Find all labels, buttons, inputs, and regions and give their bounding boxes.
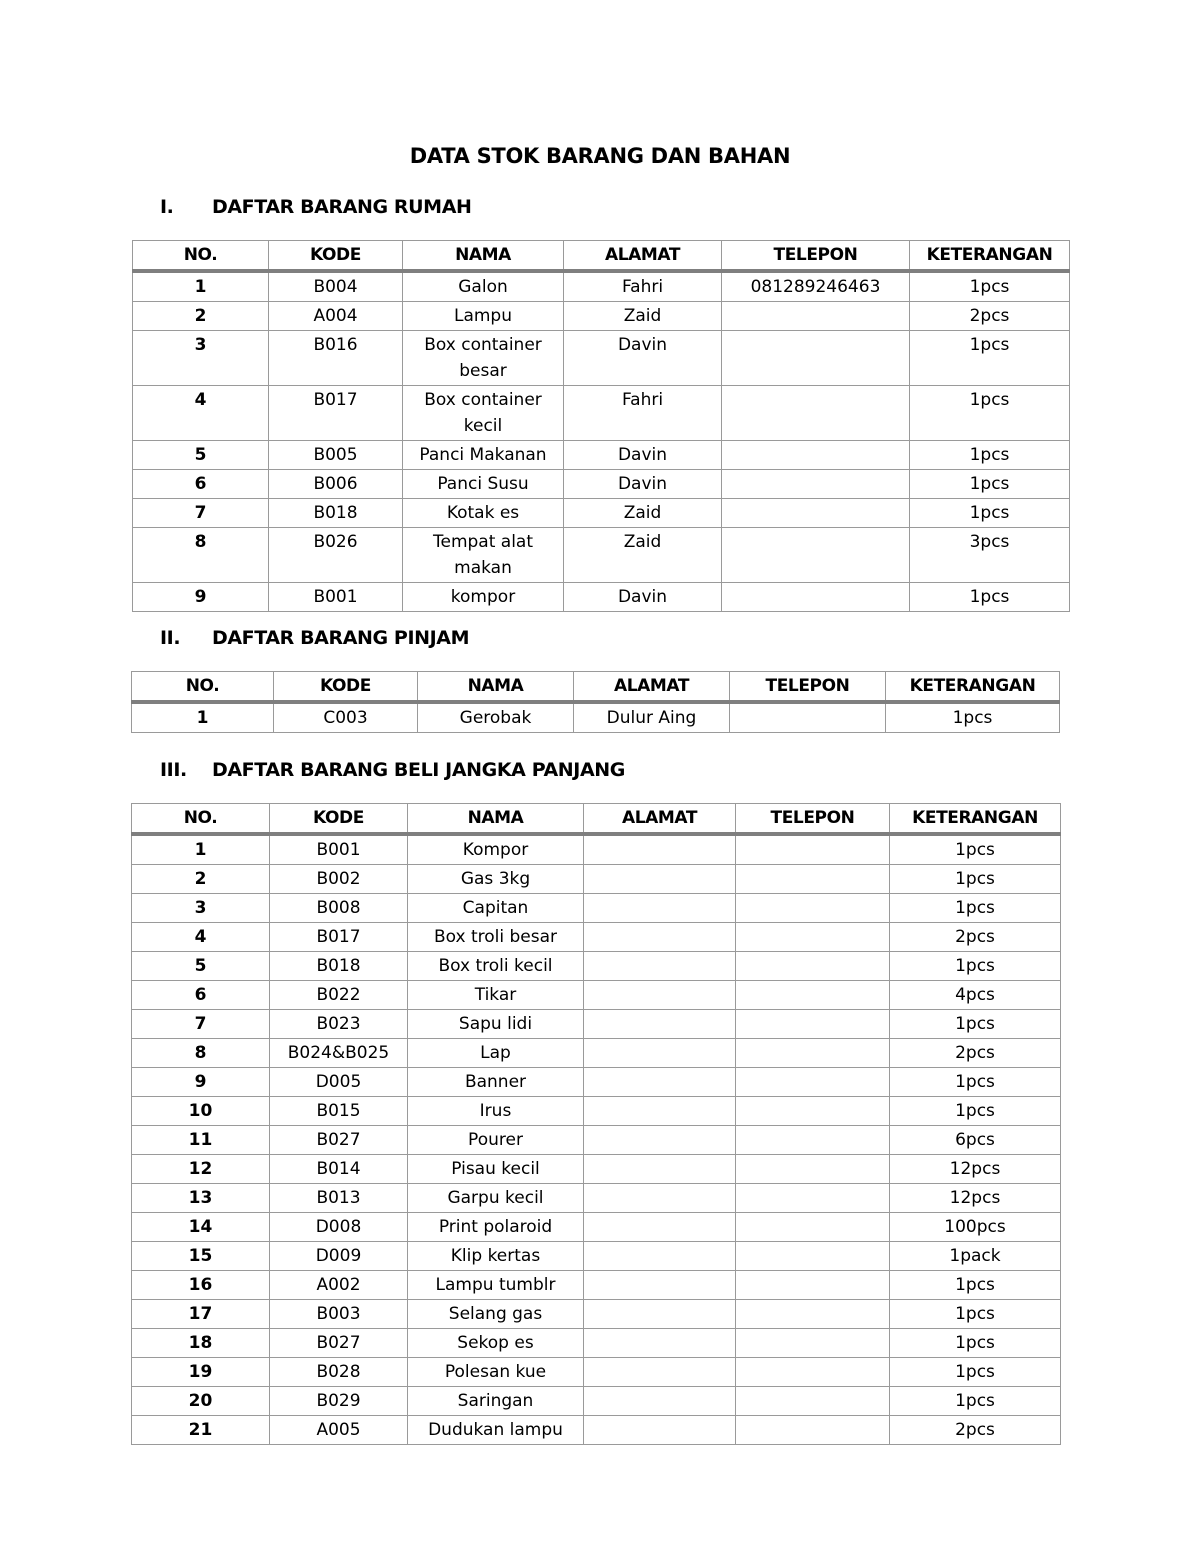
cell-nama: kompor	[403, 583, 564, 612]
cell-nama: Lap	[408, 1039, 584, 1068]
section-3-number: III.	[160, 759, 187, 781]
cell-nama: Polesan kue	[408, 1358, 584, 1387]
cell-keterangan: 1pcs	[910, 271, 1070, 302]
cell-no: 1	[133, 271, 269, 302]
cell-nama: Galon	[403, 271, 564, 302]
cell-telepon	[722, 528, 910, 583]
cell-keterangan: 2pcs	[890, 1039, 1061, 1068]
table-row	[133, 499, 1070, 528]
cell-telepon	[736, 1271, 890, 1300]
cell-no: 12	[132, 1155, 270, 1184]
cell-nama: Tempat alat makan	[403, 528, 564, 583]
table-row	[132, 1300, 1061, 1329]
column-header-alamat: ALAMAT	[564, 241, 722, 272]
column-header-telepon: TELEPON	[722, 241, 910, 272]
table-row	[133, 583, 1070, 612]
table-row	[132, 1416, 1061, 1445]
table-row	[132, 1155, 1061, 1184]
cell-nama: Box container besar	[403, 331, 564, 386]
cell-keterangan: 1pcs	[886, 702, 1060, 733]
column-header-nama: NAMA	[408, 804, 584, 835]
cell-nama: Box troli besar	[408, 923, 584, 952]
cell-alamat	[584, 1213, 736, 1242]
cell-kode: A002	[270, 1271, 408, 1300]
cell-keterangan: 2pcs	[890, 1416, 1061, 1445]
cell-alamat	[584, 1271, 736, 1300]
cell-telepon	[736, 981, 890, 1010]
cell-no: 10	[132, 1097, 270, 1126]
table-barang-beli-jangka-panjang	[131, 803, 1061, 1445]
cell-keterangan: 1pcs	[890, 834, 1061, 865]
cell-alamat	[584, 865, 736, 894]
cell-telepon	[736, 1329, 890, 1358]
cell-alamat: Zaid	[564, 499, 722, 528]
cell-no: 8	[133, 528, 269, 583]
column-header-telepon: TELEPON	[730, 672, 886, 703]
cell-alamat	[584, 1242, 736, 1271]
cell-keterangan: 1pcs	[890, 1387, 1061, 1416]
cell-keterangan: 12pcs	[890, 1184, 1061, 1213]
cell-kode: B008	[270, 894, 408, 923]
section-3-title: DAFTAR BARANG BELI JANGKA PANJANG	[212, 759, 625, 781]
cell-no: 2	[133, 302, 269, 331]
cell-nama: Kotak es	[403, 499, 564, 528]
cell-no: 21	[132, 1416, 270, 1445]
table-row	[132, 1242, 1061, 1271]
cell-alamat	[584, 1010, 736, 1039]
table-row	[132, 865, 1061, 894]
cell-no: 3	[132, 894, 270, 923]
section-2-number: II.	[160, 627, 181, 649]
cell-telepon	[722, 302, 910, 331]
cell-keterangan: 4pcs	[890, 981, 1061, 1010]
table-row	[132, 834, 1061, 865]
cell-keterangan: 6pcs	[890, 1126, 1061, 1155]
column-header-no: NO.	[132, 672, 274, 703]
cell-telepon	[736, 1184, 890, 1213]
cell-no: 5	[133, 441, 269, 470]
cell-nama: Gas 3kg	[408, 865, 584, 894]
table-row	[132, 894, 1061, 923]
cell-kode: A004	[269, 302, 403, 331]
cell-no: 8	[132, 1039, 270, 1068]
column-header-keterangan: KETERANGAN	[886, 672, 1060, 703]
cell-kode: B004	[269, 271, 403, 302]
cell-kode: B001	[269, 583, 403, 612]
cell-kode: B016	[269, 331, 403, 386]
cell-telepon	[736, 1155, 890, 1184]
cell-nama: Sekop es	[408, 1329, 584, 1358]
cell-keterangan: 1pcs	[910, 441, 1070, 470]
cell-keterangan: 1pcs	[890, 1358, 1061, 1387]
cell-no: 18	[132, 1329, 270, 1358]
cell-alamat: Zaid	[564, 528, 722, 583]
section-3-heading	[160, 759, 625, 781]
table-row	[132, 1010, 1061, 1039]
cell-alamat: Davin	[564, 331, 722, 386]
table-row	[132, 952, 1061, 981]
table-row	[132, 1126, 1061, 1155]
cell-alamat	[584, 1097, 736, 1126]
table-row	[132, 1039, 1061, 1068]
cell-nama: Box troli kecil	[408, 952, 584, 981]
cell-telepon	[722, 331, 910, 386]
table-row	[133, 271, 1070, 302]
cell-keterangan: 1pcs	[890, 1271, 1061, 1300]
section-2-heading	[160, 627, 469, 649]
cell-alamat	[584, 834, 736, 865]
cell-no: 6	[133, 470, 269, 499]
cell-telepon	[722, 470, 910, 499]
cell-kode: B029	[270, 1387, 408, 1416]
cell-alamat	[584, 1155, 736, 1184]
cell-alamat	[584, 1416, 736, 1445]
cell-telepon	[736, 1097, 890, 1126]
cell-kode: B028	[270, 1358, 408, 1387]
cell-alamat	[584, 1126, 736, 1155]
cell-keterangan: 1pcs	[890, 952, 1061, 981]
cell-kode: B027	[270, 1126, 408, 1155]
cell-kode: B005	[269, 441, 403, 470]
cell-no: 20	[132, 1387, 270, 1416]
cell-no: 7	[132, 1010, 270, 1039]
cell-alamat: Davin	[564, 470, 722, 499]
cell-nama: Panci Makanan	[403, 441, 564, 470]
cell-no: 1	[132, 834, 270, 865]
cell-keterangan: 1pcs	[910, 583, 1070, 612]
table-row	[132, 923, 1061, 952]
cell-nama: Pourer	[408, 1126, 584, 1155]
cell-kode: B002	[270, 865, 408, 894]
column-header-nama: NAMA	[403, 241, 564, 272]
table-row	[132, 981, 1061, 1010]
cell-telepon	[722, 499, 910, 528]
cell-alamat	[584, 923, 736, 952]
cell-keterangan: 1pcs	[910, 470, 1070, 499]
cell-no: 6	[132, 981, 270, 1010]
cell-no: 15	[132, 1242, 270, 1271]
cell-telepon	[736, 1068, 890, 1097]
cell-kode: B026	[269, 528, 403, 583]
cell-alamat	[584, 1387, 736, 1416]
cell-nama: Klip kertas	[408, 1242, 584, 1271]
cell-keterangan: 2pcs	[890, 923, 1061, 952]
cell-alamat	[584, 1039, 736, 1068]
table-row	[133, 441, 1070, 470]
cell-keterangan: 1pcs	[910, 499, 1070, 528]
cell-alamat	[584, 894, 736, 923]
cell-alamat	[584, 1068, 736, 1097]
cell-no: 5	[132, 952, 270, 981]
cell-nama: Capitan	[408, 894, 584, 923]
table-row	[132, 1184, 1061, 1213]
cell-keterangan: 3pcs	[910, 528, 1070, 583]
cell-nama: Saringan	[408, 1387, 584, 1416]
cell-no: 13	[132, 1184, 270, 1213]
cell-alamat	[584, 952, 736, 981]
cell-telepon	[736, 834, 890, 865]
table-row	[132, 1068, 1061, 1097]
section-1-heading	[160, 196, 472, 218]
cell-kode: B015	[270, 1097, 408, 1126]
column-header-kode: KODE	[274, 672, 418, 703]
cell-telepon	[736, 1300, 890, 1329]
table-row	[133, 470, 1070, 499]
cell-nama: Box container kecil	[403, 386, 564, 441]
cell-alamat	[584, 1184, 736, 1213]
cell-no: 16	[132, 1271, 270, 1300]
table-header-row	[132, 804, 1061, 835]
cell-alamat	[584, 1358, 736, 1387]
section-1-title: DAFTAR BARANG RUMAH	[212, 196, 472, 218]
column-header-alamat: ALAMAT	[584, 804, 736, 835]
cell-no: 4	[132, 923, 270, 952]
cell-keterangan: 1pcs	[910, 386, 1070, 441]
cell-keterangan: 1pcs	[890, 1097, 1061, 1126]
cell-nama: Panci Susu	[403, 470, 564, 499]
cell-kode: D008	[270, 1213, 408, 1242]
cell-alamat	[584, 1300, 736, 1329]
cell-keterangan: 100pcs	[890, 1213, 1061, 1242]
cell-no: 9	[132, 1068, 270, 1097]
section-2-title: DAFTAR BARANG PINJAM	[212, 627, 470, 649]
cell-kode: D009	[270, 1242, 408, 1271]
cell-no: 1	[132, 702, 274, 733]
column-header-alamat: ALAMAT	[574, 672, 730, 703]
cell-telepon	[722, 386, 910, 441]
cell-alamat: Fahri	[564, 271, 722, 302]
cell-nama: Kompor	[408, 834, 584, 865]
cell-no: 3	[133, 331, 269, 386]
cell-kode: A005	[270, 1416, 408, 1445]
cell-kode: D005	[270, 1068, 408, 1097]
cell-keterangan: 1pcs	[890, 1300, 1061, 1329]
cell-telepon	[730, 702, 886, 733]
cell-telepon	[736, 952, 890, 981]
cell-kode: B017	[269, 386, 403, 441]
cell-nama: Garpu kecil	[408, 1184, 584, 1213]
cell-nama: Banner	[408, 1068, 584, 1097]
cell-nama: Lampu tumblr	[408, 1271, 584, 1300]
cell-no: 17	[132, 1300, 270, 1329]
cell-keterangan: 12pcs	[890, 1155, 1061, 1184]
cell-alamat: Davin	[564, 441, 722, 470]
cell-alamat	[584, 981, 736, 1010]
cell-telepon	[736, 1358, 890, 1387]
cell-kode: B023	[270, 1010, 408, 1039]
cell-keterangan: 1pcs	[890, 865, 1061, 894]
table-header-row	[133, 241, 1070, 272]
column-header-kode: KODE	[270, 804, 408, 835]
table-row	[133, 528, 1070, 583]
cell-no: 11	[132, 1126, 270, 1155]
cell-telepon	[736, 1039, 890, 1068]
page-title: DATA STOK BARANG DAN BAHAN	[409, 144, 791, 168]
cell-telepon	[736, 923, 890, 952]
table-barang-pinjam	[131, 671, 1060, 733]
column-header-no: NO.	[133, 241, 269, 272]
cell-kode: B022	[270, 981, 408, 1010]
table-row	[133, 386, 1070, 441]
cell-kode: B003	[270, 1300, 408, 1329]
cell-keterangan: 1pcs	[890, 1010, 1061, 1039]
cell-alamat: Davin	[564, 583, 722, 612]
cell-kode: B013	[270, 1184, 408, 1213]
cell-telepon	[736, 1010, 890, 1039]
table-row	[132, 702, 1060, 733]
cell-no: 2	[132, 865, 270, 894]
cell-kode: B017	[270, 923, 408, 952]
cell-nama: Pisau kecil	[408, 1155, 584, 1184]
table-row	[132, 1358, 1061, 1387]
cell-nama: Selang gas	[408, 1300, 584, 1329]
table-row	[132, 1271, 1061, 1300]
table-row	[133, 331, 1070, 386]
cell-telepon	[736, 1126, 890, 1155]
cell-kode: B027	[270, 1329, 408, 1358]
cell-telepon	[736, 1416, 890, 1445]
cell-telepon	[736, 1387, 890, 1416]
cell-kode: B001	[270, 834, 408, 865]
column-header-keterangan: KETERANGAN	[910, 241, 1070, 272]
cell-telepon	[736, 1213, 890, 1242]
cell-kode: B006	[269, 470, 403, 499]
cell-no: 7	[133, 499, 269, 528]
cell-kode: B014	[270, 1155, 408, 1184]
cell-alamat: Fahri	[564, 386, 722, 441]
column-header-keterangan: KETERANGAN	[890, 804, 1061, 835]
cell-keterangan: 1pack	[890, 1242, 1061, 1271]
cell-nama: Dudukan lampu	[408, 1416, 584, 1445]
column-header-telepon: TELEPON	[736, 804, 890, 835]
cell-nama: Tikar	[408, 981, 584, 1010]
cell-keterangan: 1pcs	[890, 894, 1061, 923]
cell-nama: Irus	[408, 1097, 584, 1126]
cell-no: 19	[132, 1358, 270, 1387]
table-row	[132, 1329, 1061, 1358]
cell-telepon	[736, 894, 890, 923]
cell-kode: B024&B025	[270, 1039, 408, 1068]
cell-keterangan: 1pcs	[890, 1068, 1061, 1097]
cell-telepon: 081289246463	[722, 271, 910, 302]
cell-keterangan: 1pcs	[910, 331, 1070, 386]
table-row	[133, 302, 1070, 331]
section-1-number: I.	[160, 196, 174, 218]
cell-alamat	[584, 1329, 736, 1358]
cell-no: 4	[133, 386, 269, 441]
cell-nama: Sapu lidi	[408, 1010, 584, 1039]
table-row	[132, 1097, 1061, 1126]
column-header-no: NO.	[132, 804, 270, 835]
table-header-row	[132, 672, 1060, 703]
cell-alamat: Zaid	[564, 302, 722, 331]
table-row	[132, 1213, 1061, 1242]
cell-kode: B018	[270, 952, 408, 981]
cell-kode: C003	[274, 702, 418, 733]
table-row	[132, 1387, 1061, 1416]
cell-nama: Print polaroid	[408, 1213, 584, 1242]
cell-kode: B018	[269, 499, 403, 528]
cell-alamat: Dulur Aing	[574, 702, 730, 733]
cell-no: 14	[132, 1213, 270, 1242]
cell-telepon	[722, 583, 910, 612]
cell-telepon	[736, 1242, 890, 1271]
column-header-kode: KODE	[269, 241, 403, 272]
cell-no: 9	[133, 583, 269, 612]
cell-telepon	[722, 441, 910, 470]
cell-nama: Gerobak	[418, 702, 574, 733]
cell-keterangan: 2pcs	[910, 302, 1070, 331]
cell-telepon	[736, 865, 890, 894]
cell-keterangan: 1pcs	[890, 1329, 1061, 1358]
column-header-nama: NAMA	[418, 672, 574, 703]
cell-nama: Lampu	[403, 302, 564, 331]
table-barang-rumah	[132, 240, 1070, 612]
